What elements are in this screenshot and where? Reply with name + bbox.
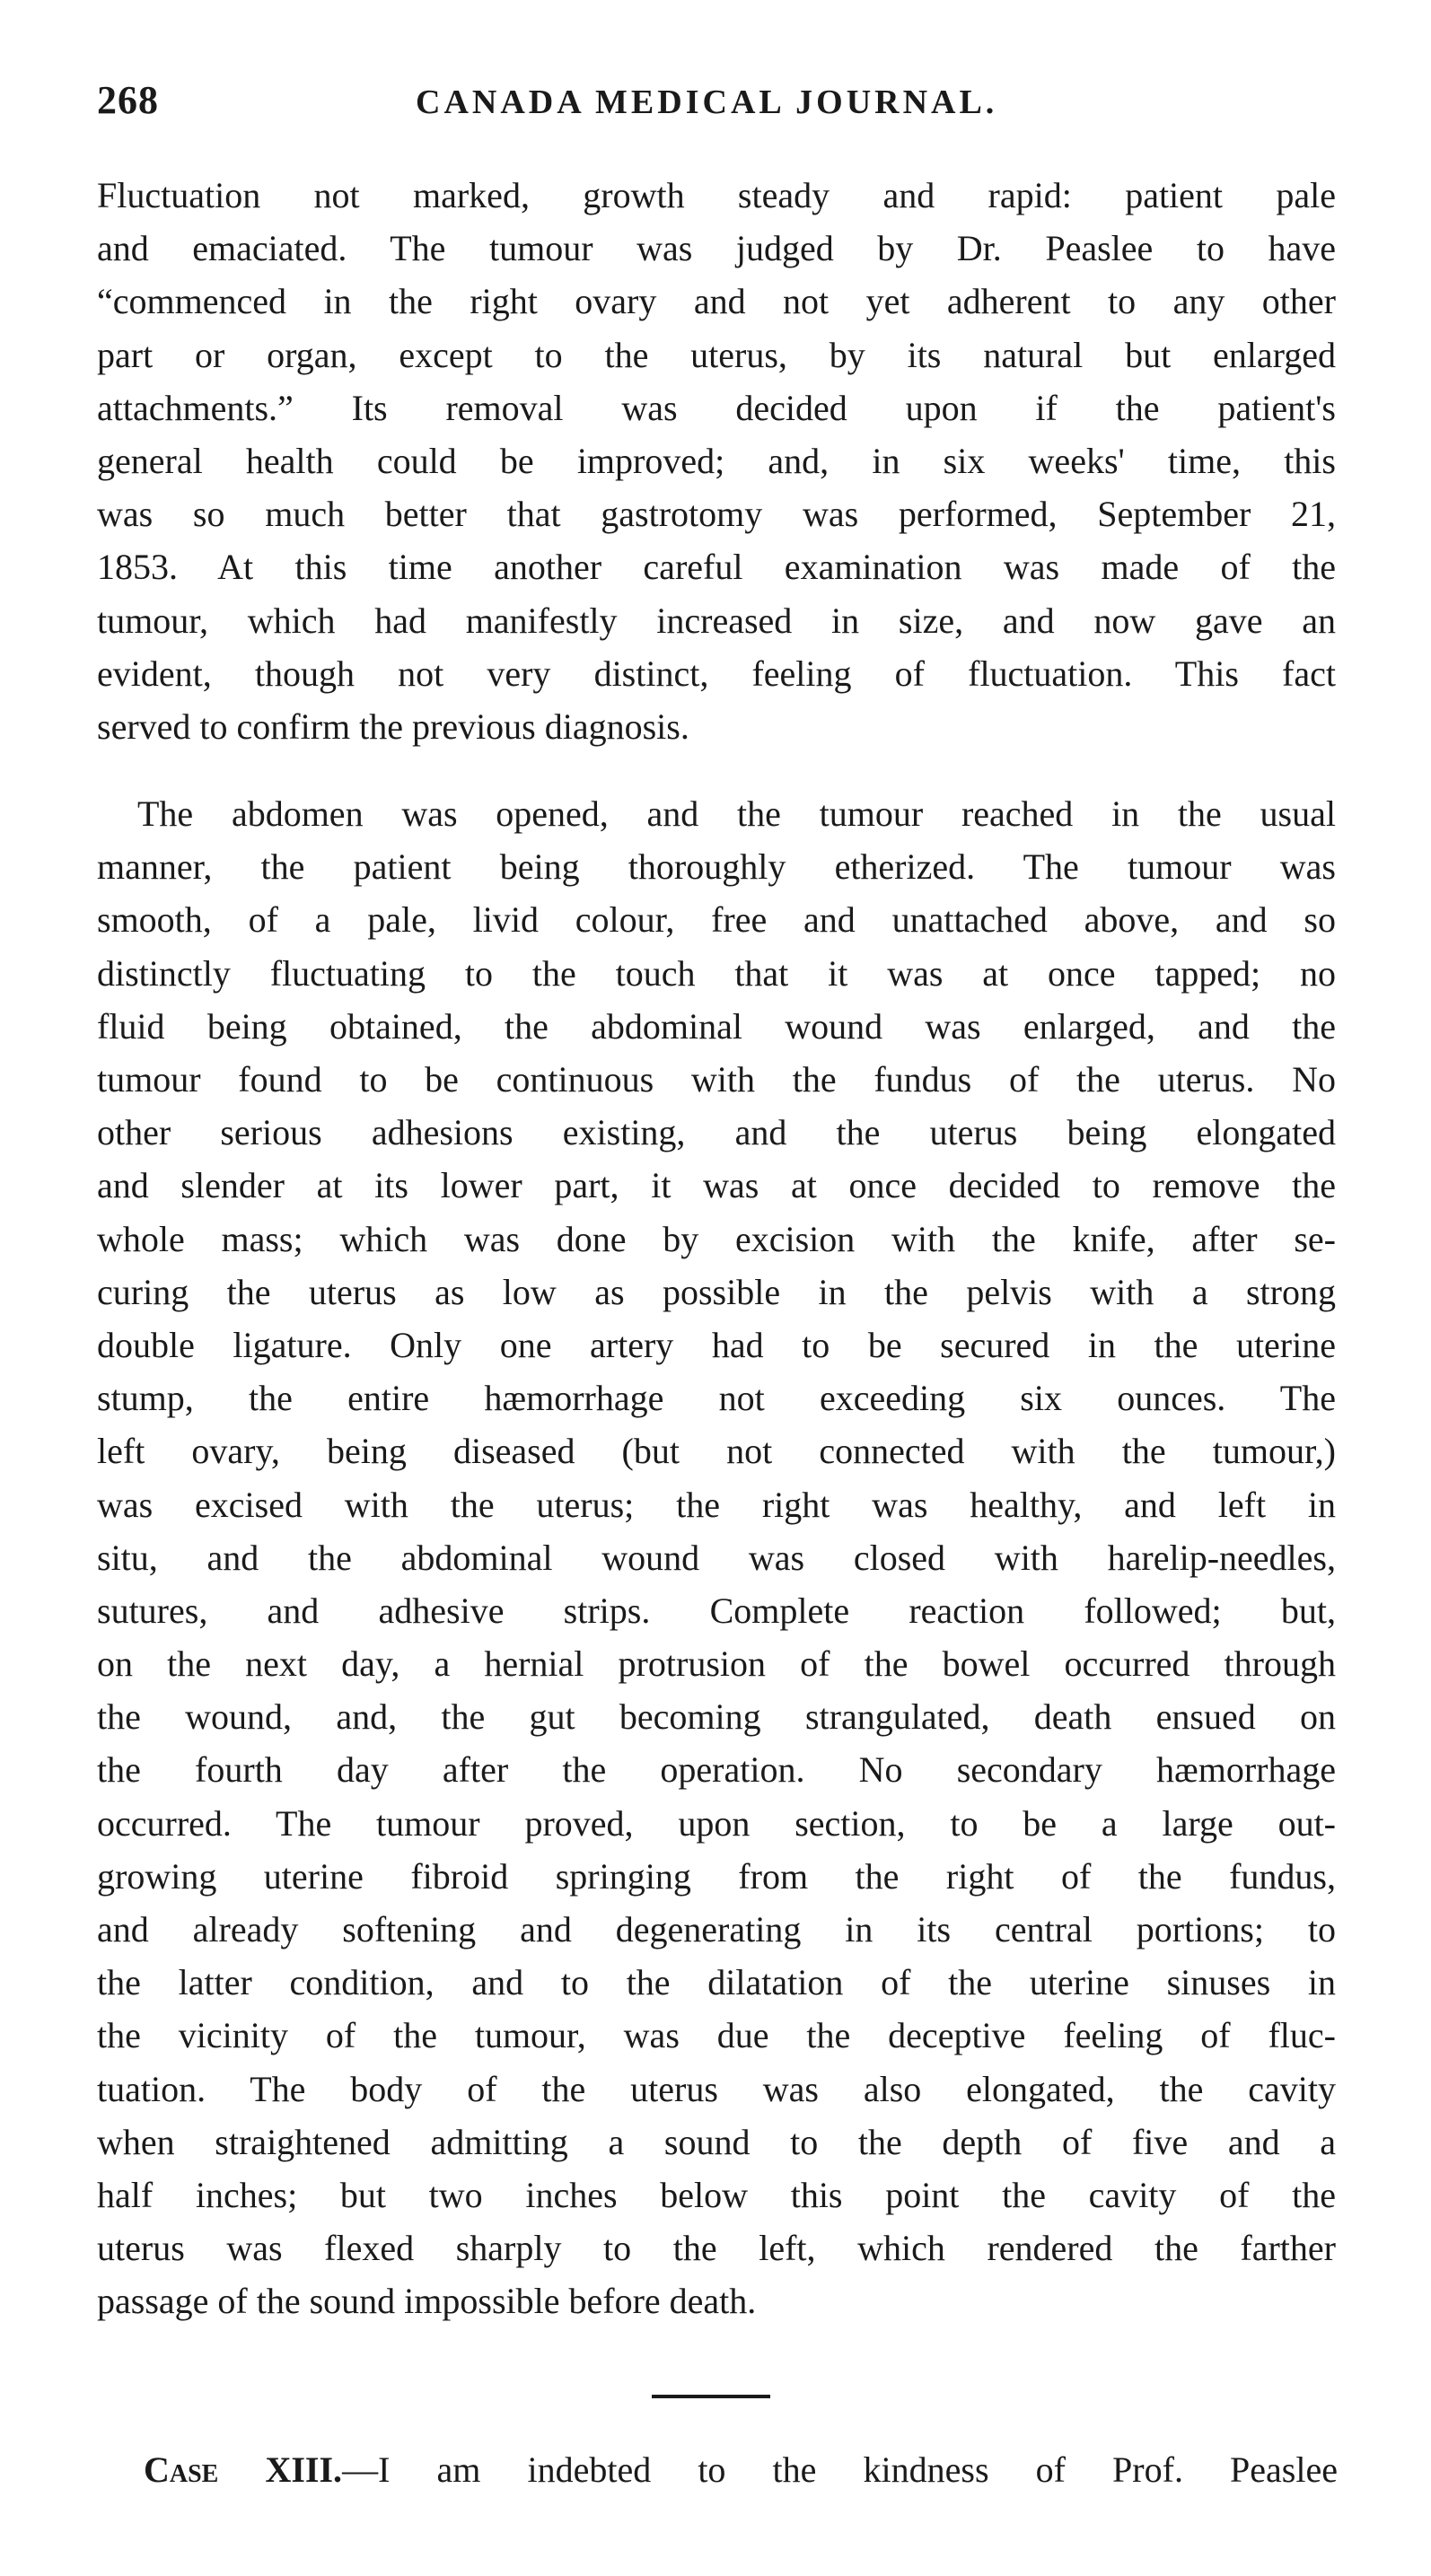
text-line: half inches; but two inches below this point the cavity of the bbox=[97, 2174, 1336, 2215]
text-line: manner, the patient being thoroughly etherized. The tumour was bbox=[97, 846, 1336, 888]
text-line: general health could be improved; and, in six weeks' time, this bbox=[97, 440, 1336, 481]
text-line: Fluctuation not marked, growth steady and rapid: patient pale bbox=[97, 175, 1336, 215]
text-line: distinctly fluctuating to the touch that it was at once tapped; no bbox=[97, 952, 1336, 994]
text-line: and slender at its lower part, it was at once decided to remove the bbox=[97, 1165, 1336, 1206]
section-divider-rule bbox=[652, 2395, 770, 2398]
text-line: served to confirm the previous diagnosis. bbox=[97, 705, 689, 747]
paragraph-operation-account bbox=[97, 787, 1336, 2327]
text-line: sutures, and adhesive strips. Complete reaction followed; but, bbox=[97, 1590, 1336, 1631]
text-line: uterus was flexed sharply to the left, which rendered the farther bbox=[97, 2228, 1336, 2269]
text-line: the fourth day after the operation. No secondary hæmorrhage bbox=[97, 1749, 1336, 1791]
text-line: “commenced in the right ovary and not yet adherent to any other bbox=[97, 281, 1336, 322]
text-line: curing the uterus as low as possible in the pelvis with a strong bbox=[97, 1271, 1336, 1312]
text-line: 1853. At this time another careful examination was made of the bbox=[97, 547, 1336, 588]
text-line: the wound, and, the gut becoming strangulated, death ensued on bbox=[97, 1696, 1336, 1738]
text-line: other serious adhesions existing, and the uterus being elongated bbox=[97, 1112, 1336, 1153]
text-line: on the next day, a hernial protrusion of the bowel occurred through bbox=[97, 1643, 1336, 1685]
text-line: double ligature. Only one artery had to be secured in the uterine bbox=[97, 1324, 1336, 1365]
text-line: growing uterine fibroid springing from the right of the fundus, bbox=[97, 1855, 1336, 1897]
text-line: tuation. The body of the uterus was also elongated, the cavity bbox=[97, 2068, 1336, 2109]
case-heading-text: —I am indebted to the kindness of Prof. Peaslee bbox=[342, 2449, 1338, 2490]
paragraph-continuation bbox=[97, 169, 1336, 753]
text-line: fluid being obtained, the abdominal wound was enlarged, and the bbox=[97, 1005, 1336, 1047]
case-label: Case XIII. bbox=[144, 2449, 343, 2490]
text-line: was excised with the uterus; the right was healthy, and left in bbox=[97, 1484, 1336, 1525]
text-line: part or organ, except to the uterus, by its natural but enlarged bbox=[97, 334, 1336, 375]
text-line: when straightened admitting a sound to the depth of five and a bbox=[97, 2121, 1336, 2162]
text-line: and already softening and degenerating in its central portions; to bbox=[97, 1909, 1336, 1950]
text-line: occurred. The tumour proved, upon section, to be a large out- bbox=[97, 1802, 1336, 1844]
text-line: whole mass; which was done by excision with the knife, after se- bbox=[97, 1218, 1336, 1259]
journal-title: CANADA MEDICAL JOURNAL. bbox=[416, 83, 998, 121]
text-line: the vicinity of the tumour, was due the deceptive feeling of fluc- bbox=[97, 2015, 1336, 2056]
text-line: was so much better that gastrotomy was performed, September 21, bbox=[97, 494, 1336, 535]
text-line: left ovary, being diseased (but not connected with the tumour,) bbox=[97, 1431, 1336, 1472]
text-line: tumour found to be continuous with the fundus of the uterus. No bbox=[97, 1059, 1336, 1100]
text-line: stump, the entire hæmorrhage not exceeding six ounces. The bbox=[97, 1378, 1336, 1419]
text-line: smooth, of a pale, livid colour, free and unattached above, and so bbox=[97, 899, 1336, 941]
body-text bbox=[97, 169, 1336, 2328]
text-line: The abdomen was opened, and the tumour reached in the usual bbox=[137, 793, 1336, 835]
page-number: 268 bbox=[97, 78, 159, 122]
text-line: and emaciated. The tumour was judged by Dr. Peaslee to have bbox=[97, 228, 1336, 269]
text-line: tumour, which had manifestly increased in size, and now gave an bbox=[97, 600, 1336, 641]
text-line: the latter condition, and to the dilatation of the uterine sinuses in bbox=[97, 1962, 1336, 2003]
text-line: evident, though not very distinct, feeling of fluctuation. This fact bbox=[97, 653, 1336, 694]
case-heading bbox=[144, 2443, 1338, 2496]
running-head bbox=[97, 77, 1336, 131]
text-line: attachments.” Its removal was decided upon if the patient's bbox=[97, 387, 1336, 428]
text-line: passage of the sound impossible before death. bbox=[97, 2281, 757, 2322]
text-line: situ, and the abdominal wound was closed with harelip-needles, bbox=[97, 1537, 1336, 1578]
